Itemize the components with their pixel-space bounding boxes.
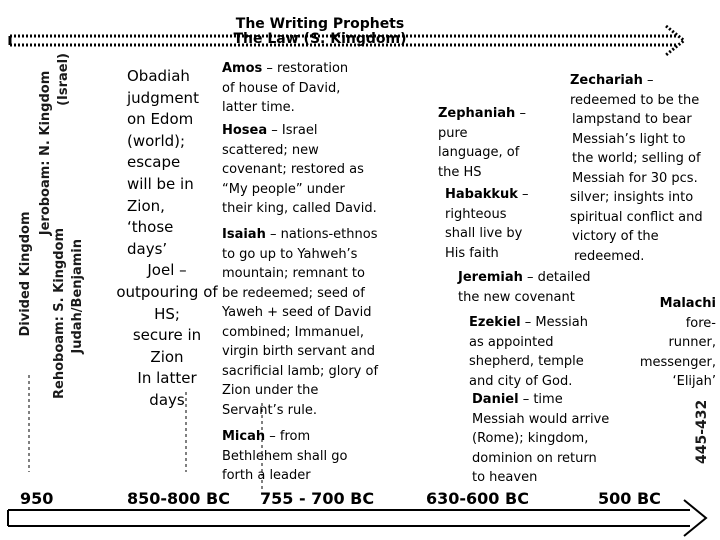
zechariah-name: Zechariah [570, 73, 643, 88]
title-line-1: The Writing Prophets [235, 16, 405, 32]
malachi-line: ‘Elijah’ [672, 374, 716, 389]
zechariah-line: Messiah for 30 pcs. [572, 170, 698, 186]
title-line-2: The Law (S. Kingdom) [233, 31, 407, 47]
isaiah-line: – nations-ethnos [265, 227, 378, 242]
habakkuk-line: righteous [445, 206, 507, 222]
isaiah-line: be redeemed; seed of [222, 285, 365, 301]
ezekiel-line: and city of God. [469, 373, 573, 389]
zephaniah-line: the HS [438, 164, 482, 180]
obadiah-line: escape [127, 153, 181, 172]
zechariah-block [562, 71, 712, 266]
hosea-line: – Israel [267, 123, 318, 138]
daniel-name: Daniel [472, 392, 519, 407]
zechariah-line: redeemed to be the [570, 92, 700, 108]
hosea-line: covenant; restored as [222, 162, 364, 177]
malachi-line: runner, [668, 335, 716, 350]
zechariah-line: – [642, 73, 654, 88]
date-850-800: 850-800 BC [127, 489, 230, 508]
habakkuk-line: – [517, 187, 529, 202]
isaiah-line: Servant’s rule. [222, 402, 317, 418]
south-kingdom-line2: Judah/Benjamin [70, 239, 85, 354]
zephaniah-line: – [515, 106, 526, 121]
isaiah-line: virgin birth servant and [222, 344, 376, 359]
north-kingdom-line2: (Israel) [56, 53, 71, 106]
zechariah-line: redeemed. [574, 248, 645, 264]
ezekiel-line: as appointed [469, 334, 554, 350]
zephaniah-name: Zephaniah [438, 106, 516, 121]
amos-name: Amos [222, 61, 263, 76]
isaiah-block [222, 225, 392, 420]
obadiah-block [108, 66, 226, 412]
zechariah-line: lampstand to bear [572, 112, 692, 127]
obadiah-line: judgment [127, 88, 199, 107]
isaiah-line: mountain; remnant to [222, 266, 365, 281]
joel-line: days [149, 390, 185, 409]
hosea-name: Hosea [222, 123, 268, 138]
obadiah-line: will be in [127, 174, 194, 193]
date-950: 950 [20, 489, 54, 508]
zephaniah-line: language, of [438, 145, 520, 160]
obadiah-line: Zion, [127, 196, 165, 215]
micah-block [222, 427, 382, 486]
micah-line: – from [265, 429, 311, 444]
zechariah-line: victory of the [572, 229, 659, 244]
zephaniah-block [438, 104, 548, 182]
jeremiah-line: the new covenant [458, 289, 575, 305]
date-755-700: 755 - 700 BC [260, 489, 375, 508]
obadiah-line: ‘those [127, 218, 174, 237]
daniel-line: to heaven [472, 470, 538, 485]
ezekiel-line: – Messiah [520, 315, 588, 330]
daniel-line: Messiah would arrive [472, 411, 610, 427]
malachi-line: messenger, [639, 354, 716, 370]
hosea-block [222, 121, 392, 219]
amos-block [222, 59, 382, 118]
habakkuk-name: Habakkuk [445, 187, 518, 202]
obadiah-line: Obadiah [127, 67, 190, 85]
date-630-600: 630-600 BC [426, 489, 529, 508]
malachi-name: Malachi [659, 296, 716, 311]
zechariah-line: Messiah’s light to [572, 131, 686, 147]
zechariah-line: spiritual conflict and [570, 209, 703, 225]
hosea-line: “My people” under [222, 181, 345, 197]
joel-line: secure in [132, 326, 202, 345]
date-500: 500 BC [598, 489, 661, 508]
malachi-block [612, 294, 716, 392]
zephaniah-line: pure [438, 125, 468, 141]
range-445-432-label: 445-432 [694, 399, 710, 464]
top-dotted-arrow [10, 26, 684, 55]
daniel-block [472, 390, 632, 488]
micah-name: Micah [222, 429, 266, 444]
amos-line: – restoration [262, 61, 349, 76]
habakkuk-line: His faith [445, 245, 499, 261]
malachi-line: fore- [685, 315, 716, 331]
amos-line: latter time. [222, 100, 295, 115]
zechariah-line: the world; selling of [572, 151, 701, 166]
habakkuk-line: shall live by [445, 226, 523, 241]
obadiah-line: days’ [127, 239, 168, 258]
obadiah-line: (world); [127, 131, 186, 150]
jeremiah-line: – detailed [522, 270, 591, 285]
isaiah-line: sacrificial lamb; glory of [222, 363, 379, 379]
isaiah-line: to go up to Yahweh’s [222, 246, 358, 262]
joel-line: Joel – [147, 261, 187, 280]
divided-kingdom-label: Divided Kingdom [18, 211, 33, 337]
isaiah-line: combined; Immanuel, [222, 324, 364, 340]
joel-line: Zion [150, 347, 184, 366]
joel-line: In latter [137, 369, 197, 388]
isaiah-line: Yaweh + seed of David [222, 305, 372, 320]
jeremiah-name: Jeremiah [458, 270, 523, 285]
ezekiel-block [469, 313, 619, 391]
ezekiel-line: shepherd, temple [469, 354, 584, 369]
hosea-line: scattered; new [222, 142, 319, 158]
ezekiel-name: Ezekiel [469, 315, 521, 330]
isaiah-name: Isaiah [222, 227, 266, 242]
daniel-line: (Rome); kingdom, [472, 431, 589, 446]
south-kingdom-line1: Rehoboam: S. Kingdom [52, 228, 67, 399]
north-kingdom-label [37, 53, 73, 253]
obadiah-line: on Edom [127, 110, 194, 129]
daniel-line: – time [518, 392, 563, 407]
habakkuk-block [445, 185, 555, 263]
joel-line: outpouring of [116, 282, 218, 301]
hosea-line: their king, called David. [222, 201, 377, 216]
south-kingdom-label [51, 228, 87, 399]
zechariah-line: silver; insights into [570, 190, 694, 205]
micah-line: Bethlehem shall go [222, 448, 348, 464]
jeremiah-block [458, 268, 628, 307]
daniel-line: dominion on return [472, 450, 597, 466]
joel-line: HS; [154, 304, 180, 323]
north-kingdom-line1: Jeroboam: N. Kingdom [38, 70, 53, 236]
micah-line: forth a leader [222, 468, 311, 483]
amos-line: of house of David, [222, 80, 341, 96]
isaiah-line: Zion under the [222, 383, 319, 398]
